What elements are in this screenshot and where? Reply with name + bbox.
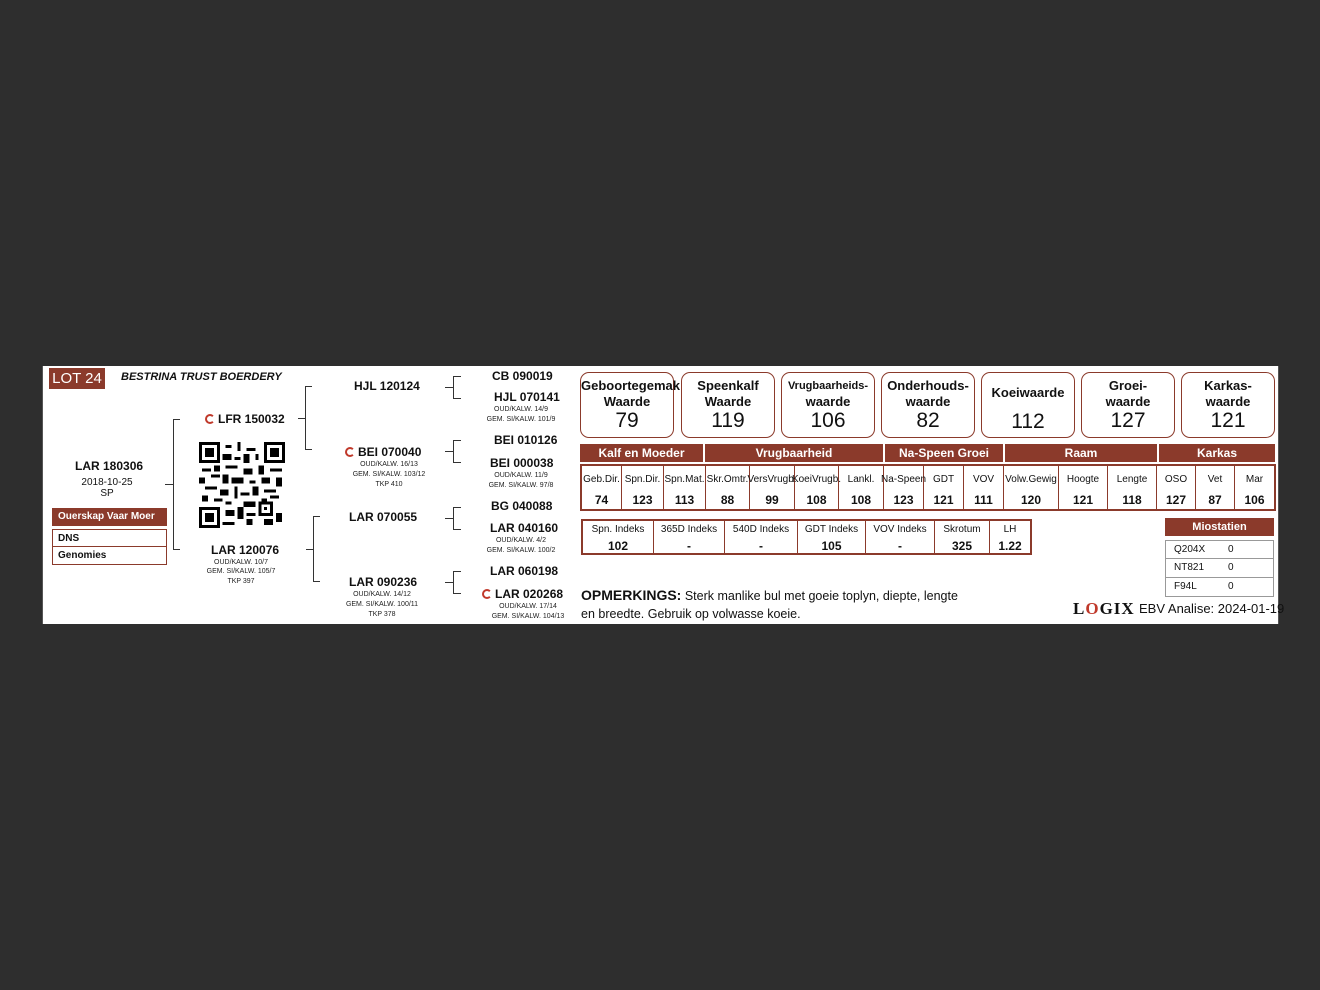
value-box-growth — [1081, 372, 1175, 438]
qr-code — [199, 442, 285, 528]
value-box-label: Waarde — [603, 394, 651, 409]
index-grid — [581, 519, 1032, 555]
ebv-cell: Vers Vrugb. 99 — [750, 466, 795, 509]
value-box-label: Speenkalf — [697, 378, 759, 393]
g2-id: HJL 070141 — [494, 390, 560, 404]
ebv-grid — [580, 464, 1276, 511]
animal-id: LAR 180306 — [75, 459, 144, 473]
index-cell: GDT Indeks 105 — [798, 521, 866, 553]
g6-line2: GEM. SI/KALW. 100/2 — [486, 547, 556, 554]
ebv-cell: Hoogte 121 — [1059, 466, 1108, 509]
breeder-shield-icon — [482, 589, 492, 599]
category-post-weaning: Na-Speen Groei — [885, 444, 1003, 462]
value-box-label: waarde — [805, 394, 851, 409]
sd-line3: TKP 410 — [375, 481, 403, 488]
myostatin-row: F94L 0 — [1165, 578, 1274, 597]
value-box-label: Karkas- — [1204, 378, 1252, 393]
value-box-value: 112 — [1011, 410, 1045, 433]
index-cell: 365D Indeks - — [654, 521, 725, 553]
value-box-label: Vrugbaarheids- — [787, 380, 869, 392]
index-cell: 540D Indeks - — [725, 521, 798, 553]
ebv-cell: Lankl. 108 — [839, 466, 884, 509]
g7-id: LAR 060198 — [490, 564, 559, 578]
category-fertility: Vrugbaarheid — [705, 444, 883, 462]
breeder-shield-icon — [205, 414, 215, 424]
ebv-cell: Koei Vrugb. 108 — [795, 466, 839, 509]
g4-id: BEI 000038 — [490, 456, 554, 470]
dd-line2: GEM. SI/KALW. 100/11 — [345, 601, 419, 608]
dam-line1: OUD/KALW. 10/7 — [214, 559, 268, 566]
ebv-cell: GDT 121 — [924, 466, 964, 509]
value-box-label: Waarde — [704, 394, 752, 409]
ebv-cell: Spn. Dir. 123 — [622, 466, 664, 509]
g8-id — [482, 587, 563, 601]
value-box-label: waarde — [1205, 394, 1251, 409]
g8-line1: OUD/KALW. 17/14 — [499, 603, 557, 610]
sd-id-text: BEI 070040 — [358, 445, 422, 459]
value-box-carcass — [1181, 372, 1275, 438]
value-box-value: 127 — [1110, 409, 1146, 432]
value-box-label: waarde — [905, 394, 951, 409]
dns-row: DNS — [52, 529, 167, 547]
value-box-fertility — [781, 372, 875, 438]
value-box-value: 79 — [615, 409, 639, 432]
g8-line2: GEM. SI/KALW. 104/13 — [491, 613, 565, 620]
category-carcass: Karkas — [1159, 444, 1275, 462]
ebv-cell: Na- Speen 123 — [884, 466, 924, 509]
genomics-row: Genomies — [52, 547, 167, 565]
parentage-table — [52, 508, 167, 565]
remarks-text: Sterk manlike bul met goeie toplyn, diepte, lengte en breedte. Gebruik op volwasse koeie. — [581, 589, 958, 621]
remarks-label: OPMERKINGS: — [581, 587, 682, 603]
ss-id: HJL 120124 — [354, 379, 420, 393]
parentage-header: Ouerskap Vaar Moer — [52, 508, 167, 526]
lot-card — [42, 366, 1285, 624]
sd-line1: OUD/KALW. 16/13 — [360, 461, 418, 468]
index-cell: VOV Indeks - — [866, 521, 935, 553]
myostatin-header: Miostatien — [1165, 518, 1274, 536]
value-box-maintenance — [881, 372, 975, 438]
ebv-cell: OSO 127 — [1157, 466, 1196, 509]
myostatin-row: NT821 0 — [1165, 559, 1274, 578]
category-frame: Raam — [1005, 444, 1157, 462]
value-box-label: Koeiwaarde — [991, 385, 1065, 400]
g3-id: BEI 010126 — [494, 433, 558, 447]
farm-name: BESTRINA TRUST BOERDERY — [121, 371, 282, 383]
ebv-cell: Skr. Omtr. 88 — [706, 466, 750, 509]
sire-id — [205, 412, 285, 426]
ebv-analysis-date: EBV Analise: 2024-01-19 — [1139, 601, 1285, 616]
g2-line1: OUD/KALW. 14/9 — [494, 406, 548, 413]
ebv-cell: Vet 87 — [1196, 466, 1235, 509]
g8-id-text: LAR 020268 — [495, 587, 564, 601]
g4-line1: OUD/KALW. 11/9 — [494, 472, 548, 479]
index-cell: Spn. Indeks 102 — [583, 521, 654, 553]
dd-line3: TKP 378 — [368, 611, 396, 618]
value-box-label: Groei- — [1108, 378, 1148, 393]
ebv-cell: Lengte 118 — [1108, 466, 1157, 509]
logix-logo: LOGIX — [1073, 599, 1135, 618]
value-box-weaning — [681, 372, 775, 438]
dam-id: LAR 120076 — [211, 543, 280, 557]
dam-line3: TKP 397 — [227, 578, 255, 585]
value-box-value: 121 — [1210, 409, 1246, 432]
remarks — [581, 586, 971, 623]
g5-id: BG 040088 — [491, 499, 553, 513]
value-box-value: 106 — [810, 409, 846, 432]
myostatin-row: Q204X 0 — [1165, 540, 1274, 559]
ds-id: LAR 070055 — [349, 510, 418, 524]
g6-id: LAR 040160 — [490, 521, 559, 535]
g1-id: CB 090019 — [492, 369, 553, 383]
sd-id — [345, 445, 421, 459]
value-box-cow — [981, 372, 1075, 438]
ebv-cell: Spn. Mat. 113 — [664, 466, 706, 509]
dd-line1: OUD/KALW. 14/12 — [353, 591, 411, 598]
value-box-label: Onderhouds- — [887, 378, 969, 393]
value-box-label: waarde — [1105, 394, 1151, 409]
g4-line2: GEM. SI/KALW. 97/8 — [488, 482, 554, 489]
ebv-cell: Mar 106 — [1244, 473, 1265, 507]
myostatin-table — [1165, 518, 1274, 597]
index-cell: Skrotum 325 — [935, 521, 990, 553]
g2-line2: GEM. SI/KALW. 101/9 — [486, 416, 556, 423]
breeder-shield-icon — [345, 447, 355, 457]
index-cell: LH 1.22 — [998, 524, 1022, 553]
ebv-cell: VOV 111 — [964, 466, 1004, 509]
value-box-value: 119 — [711, 409, 745, 432]
g6-line1: OUD/KALW. 4/2 — [495, 537, 547, 544]
category-calf-dam: Kalf en Moeder — [580, 444, 703, 462]
lot-badge: LOT 24 — [49, 368, 105, 389]
dam-line2: GEM. SI/KALW. 105/7 — [206, 568, 276, 575]
ebv-cell: Geb. Dir. 74 — [582, 466, 622, 509]
value-box-birth — [580, 372, 680, 438]
animal-type: SP — [100, 488, 114, 499]
value-box-label: Geboortegemak — [581, 378, 680, 393]
ebv-cell: Volw. Gewig 120 — [1004, 466, 1059, 509]
dd-id: LAR 090236 — [349, 575, 418, 589]
value-box-value: 82 — [916, 409, 940, 432]
animal-date: 2018-10-25 — [81, 477, 133, 488]
sd-line2: GEM. SI/KALW. 103/12 — [352, 471, 426, 478]
sire-id-text: LFR 150032 — [218, 412, 285, 426]
